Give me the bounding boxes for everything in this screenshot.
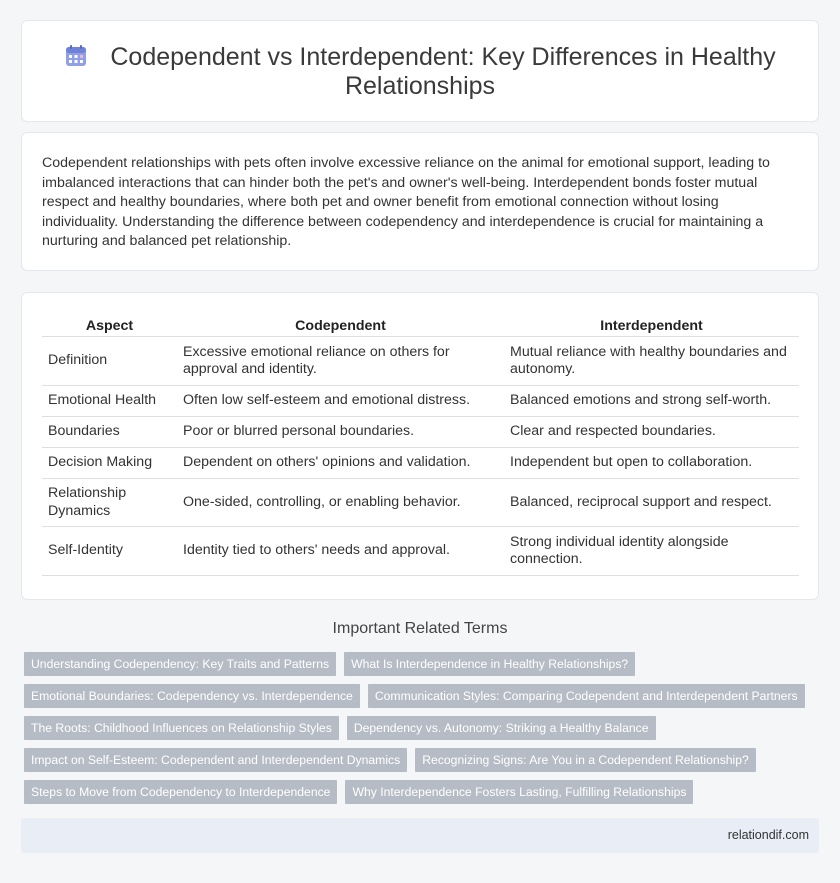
footer bbox=[21, 818, 819, 853]
calendar-icon bbox=[64, 44, 88, 68]
table-header-row bbox=[42, 315, 799, 337]
header-codependent: Codependent bbox=[177, 315, 504, 337]
tag-row bbox=[24, 748, 804, 772]
related-term-link[interactable]: Why Interdependence Fosters Lasting, Fulfilling Relationships bbox=[345, 780, 693, 804]
related-term-link[interactable]: Dependency vs. Autonomy: Striking a Healthy Balance bbox=[347, 716, 656, 740]
tag-row bbox=[24, 780, 804, 804]
related-term-link[interactable]: Communication Styles: Comparing Codependent and Interdependent Partners bbox=[368, 684, 805, 708]
cell-aspect: Boundaries bbox=[42, 417, 177, 448]
cell-aspect: Relationship Dynamics bbox=[42, 479, 177, 527]
header-interdependent: Interdependent bbox=[504, 315, 799, 337]
comparison-card bbox=[21, 292, 819, 600]
cell-codependent: Excessive emotional reliance on others for approval and identity. bbox=[177, 337, 504, 386]
related-term-link[interactable]: The Roots: Childhood Influences on Relationship Styles bbox=[24, 716, 339, 740]
cell-aspect: Self-Identity bbox=[42, 527, 177, 576]
cell-codependent: Poor or blurred personal boundaries. bbox=[177, 417, 504, 448]
related-terms-heading: Important Related Terms bbox=[332, 620, 508, 637]
comparison-table bbox=[42, 315, 799, 576]
cell-aspect: Emotional Health bbox=[42, 386, 177, 417]
cell-interdependent: Strong individual identity alongside connection. bbox=[504, 527, 799, 576]
tag-row bbox=[24, 716, 804, 740]
header-card bbox=[21, 20, 819, 122]
related-term-link[interactable]: Impact on Self-Esteem: Codependent and Interdependent Dynamics bbox=[24, 748, 407, 772]
related-term-link[interactable]: Understanding Codependency: Key Traits and Patterns bbox=[24, 652, 336, 676]
tag-row bbox=[24, 684, 804, 708]
cell-interdependent: Mutual reliance with healthy boundaries and autonomy. bbox=[504, 337, 799, 386]
footer-site-name[interactable]: relationdif.com bbox=[727, 828, 809, 842]
table-row bbox=[42, 417, 799, 448]
cell-aspect: Definition bbox=[42, 337, 177, 386]
related-term-link[interactable]: Emotional Boundaries: Codependency vs. Interdependence bbox=[24, 684, 360, 708]
cell-codependent: Dependent on others' opinions and validation. bbox=[177, 448, 504, 479]
header-aspect: Aspect bbox=[42, 315, 177, 337]
cell-codependent: Identity tied to others' needs and approval. bbox=[177, 527, 504, 576]
cell-aspect: Decision Making bbox=[42, 448, 177, 479]
table-row bbox=[42, 386, 799, 417]
cell-interdependent: Independent but open to collaboration. bbox=[504, 448, 799, 479]
table-row bbox=[42, 337, 799, 386]
related-term-link[interactable]: What Is Interdependence in Healthy Relationships? bbox=[344, 652, 635, 676]
related-term-link[interactable]: Steps to Move from Codependency to Interdependence bbox=[24, 780, 337, 804]
tag-row bbox=[24, 652, 804, 676]
page-title bbox=[22, 43, 818, 101]
cell-interdependent: Balanced emotions and strong self-worth. bbox=[504, 386, 799, 417]
cell-codependent: Often low self-esteem and emotional distress. bbox=[177, 386, 504, 417]
table-row bbox=[42, 479, 799, 527]
cell-interdependent: Clear and respected boundaries. bbox=[504, 417, 799, 448]
cell-codependent: One-sided, controlling, or enabling behavior. bbox=[177, 479, 504, 527]
intro-paragraph: Codependent relationships with pets often involve excessive reliance on the animal for emotional support, leading to imbalanced interactions that can hinder both the pet's and owner's well-being. Interdependent bonds foster mutual respect and healthy boundaries, where both pet and owner benefit from emotional connection without losing individuality. Understanding the difference between codependency and interdependence is crucial for maintaining a nurturing and balanced pet relationship. bbox=[42, 155, 770, 250]
related-terms-list bbox=[24, 652, 804, 812]
intro-card bbox=[21, 132, 819, 271]
related-term-link[interactable]: Recognizing Signs: Are You in a Codependent Relationship? bbox=[415, 748, 756, 772]
title-line-1: Codependent vs Interdependent: Key Differences in Healthy bbox=[110, 43, 776, 71]
title-line-2: Relationships bbox=[344, 72, 496, 100]
table-row bbox=[42, 448, 799, 479]
cell-interdependent: Balanced, reciprocal support and respect. bbox=[504, 479, 799, 527]
table-row bbox=[42, 527, 799, 576]
